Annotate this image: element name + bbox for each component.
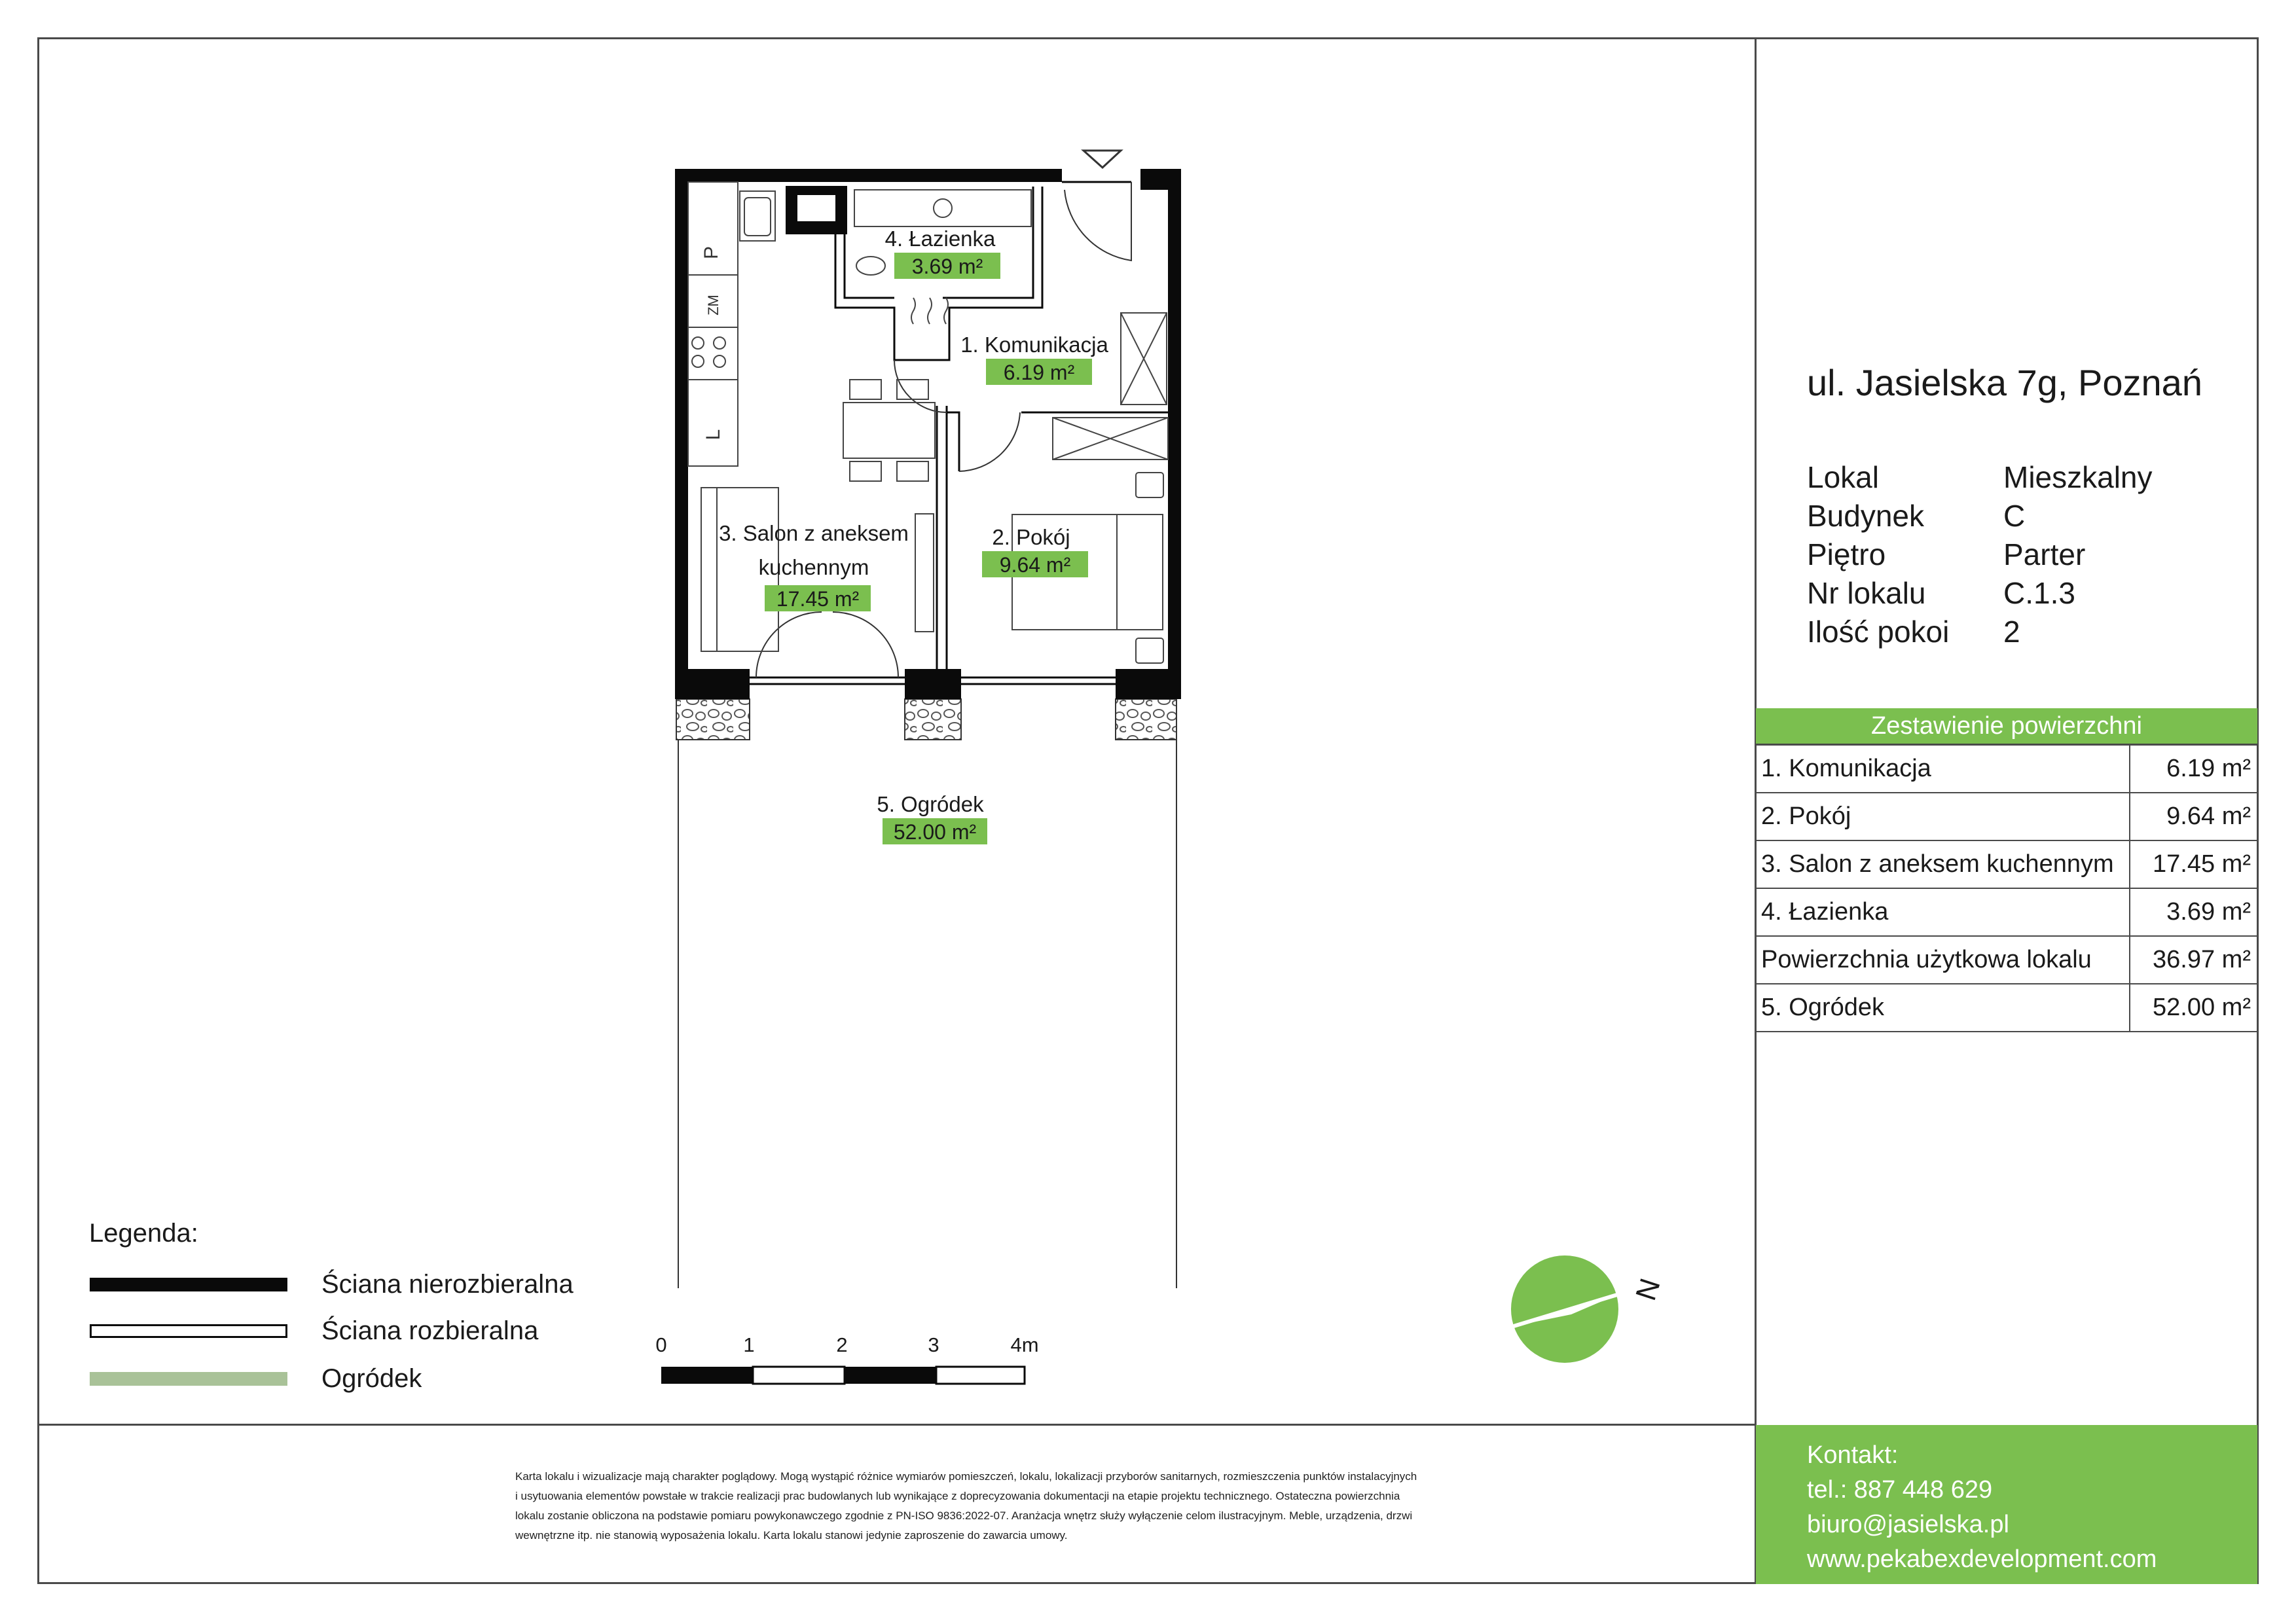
detail-value: C: [2003, 499, 2026, 533]
detail-value: Mieszkalny: [2003, 460, 2153, 494]
stone-strip-left: [676, 699, 750, 740]
wardrobe-symbol: L: [702, 429, 724, 441]
legend-item: [90, 1270, 574, 1299]
legend-title: Legenda:: [89, 1219, 198, 1248]
scale-tick-4: 4m: [1010, 1333, 1039, 1356]
table-row: [1756, 984, 2257, 1032]
detail-row: [1807, 613, 2153, 651]
room-name-cell: 5. Ogródek: [1756, 984, 2130, 1032]
detail-row: [1807, 574, 2153, 613]
table-header: [1756, 708, 2257, 745]
disclaimer: [515, 1467, 1707, 1545]
unit-details: [1807, 458, 2153, 651]
scale-bar: [661, 1367, 1025, 1384]
area-summary-table: [1756, 708, 2257, 1032]
entrance-marker: [1084, 151, 1121, 168]
stone-strip-right: [1116, 699, 1176, 740]
room-area-cell: 3.69 m²: [2130, 888, 2257, 936]
room-name-cell: Powierzchnia użytkowa lokalu: [1756, 936, 2130, 984]
hall-label: 1. Komunikacja: [960, 333, 1108, 357]
salon-label-line1: 3. Salon z aneksem: [719, 521, 909, 545]
room-name-cell: 4. Łazienka: [1756, 888, 2130, 936]
detail-row: [1807, 458, 2153, 497]
address-title: ul. Jasielska 7g, Poznań: [1807, 362, 2202, 403]
room-area-cell: 17.45 m²: [2130, 840, 2257, 888]
compass-icon: [1511, 1255, 1618, 1363]
disclaimer-line: Karta lokalu i wizualizacje mają charakter poglądowy. Mogą wystąpić różnice wymiarów pomieszczeń, lokalu, lokalizacji przyborów sanitarnych, rozmieszczenia punktów instalacyjnych: [515, 1470, 1417, 1483]
legend-label: Ogródek: [321, 1364, 422, 1393]
disclaimer-line: lokalu zostanie obliczona na podstawie pomiaru powykonawczego zgodnie z PN-ISO 9836:2022-07. Aranżacja wnętrz służy wyłączenie celom ilustracyjnym. Meble, urządzenia, drzwi: [515, 1509, 1413, 1522]
table-row: [1756, 936, 2257, 984]
scale-tick-0: 0: [655, 1333, 667, 1356]
room-area-cell: 6.19 m²: [2130, 745, 2257, 793]
compass-north: N: [1630, 1274, 1667, 1305]
disclaimer-line: i usytuowania elementów powstałe w trakcie realizacji prac budowlanych lub wynikające z doprecyzowania dokumentacji na etapie projektu technicznego. Ostateczna powierzchnia: [515, 1490, 1400, 1502]
scale-tick-1: 1: [743, 1333, 755, 1356]
detail-label: Piętro: [1807, 537, 1886, 571]
bathroom-area: 3.69 m²: [911, 255, 983, 278]
room-area: 9.64 m²: [999, 553, 1071, 577]
detail-value: C.1.3: [2003, 576, 2075, 610]
garden-label: 5. Ogródek: [877, 792, 984, 816]
room-name-cell: 2. Pokój: [1756, 793, 2130, 840]
room-area-cell: 52.00 m²: [2130, 984, 2257, 1032]
detail-label: Budynek: [1807, 499, 1925, 533]
bathroom-label: 4. Łazienka: [884, 226, 996, 251]
detail-label: Ilość pokoi: [1807, 615, 1950, 649]
scale-tick-2: 2: [836, 1333, 848, 1356]
kitchen-counter: [688, 182, 775, 466]
table-row: [1756, 793, 2257, 840]
hall-area: 6.19 m²: [1003, 361, 1075, 384]
legend-item: [90, 1364, 422, 1394]
legend-item: [90, 1316, 538, 1346]
disclaimer-line: wewnętrzne itp. nie stanowią wyposażenia lokalu. Karta lokalu stanowi jedynie zaproszenie do zawarcia umowy.: [515, 1529, 1068, 1542]
stone-strip-middle: [905, 699, 961, 740]
table-row: [1756, 745, 2257, 793]
detail-value: 2: [2003, 615, 2020, 649]
detail-row: [1807, 497, 2153, 535]
table-title: Zestawienie powierzchni: [1756, 708, 2257, 745]
fridge-symbol: P: [701, 245, 722, 260]
room-area-cell: 36.97 m²: [2130, 936, 2257, 984]
contact-phone[interactable]: tel.: 887 448 629: [1807, 1476, 1993, 1504]
contact-panel: [1756, 1425, 2257, 1584]
room-area-cell: 9.64 m²: [2130, 793, 2257, 840]
dining-table: [843, 380, 935, 481]
salon-label-line2: kuchennym: [758, 555, 869, 579]
tv-cabinet: [915, 514, 934, 632]
garden-swatch: [90, 1372, 287, 1386]
legend-label: Ściana nierozbieralna: [321, 1270, 574, 1299]
contact-email[interactable]: biuro@jasielska.pl: [1807, 1511, 2009, 1538]
table-row: [1756, 840, 2257, 888]
room-name-cell: 1. Komunikacja: [1756, 745, 2130, 793]
detail-label: Lokal: [1807, 460, 1879, 494]
detail-label: Nr lokalu: [1807, 576, 1926, 610]
partition-wall-swatch: [90, 1324, 287, 1338]
dishwasher-symbol: ZM: [705, 295, 721, 316]
garden-area: 52.00 m²: [893, 820, 977, 844]
load-bearing-wall-swatch: [90, 1278, 287, 1291]
contact-website[interactable]: www.pekabexdevelopment.com: [1807, 1545, 2157, 1573]
scale-tick-3: 3: [928, 1333, 939, 1356]
detail-value: Parter: [2003, 537, 2086, 571]
legend-label: Ściana rozbieralna: [321, 1316, 539, 1345]
table-row: [1756, 888, 2257, 936]
footer-divider: [37, 1424, 1756, 1426]
detail-row: [1807, 535, 2153, 574]
room-name-cell: 3. Salon z aneksem kuchennym: [1756, 840, 2130, 888]
contact-title: Kontakt:: [1807, 1441, 1899, 1469]
shaft: [797, 195, 835, 221]
room-label: 2. Pokój: [992, 525, 1070, 549]
salon-area: 17.45 m²: [776, 587, 860, 611]
